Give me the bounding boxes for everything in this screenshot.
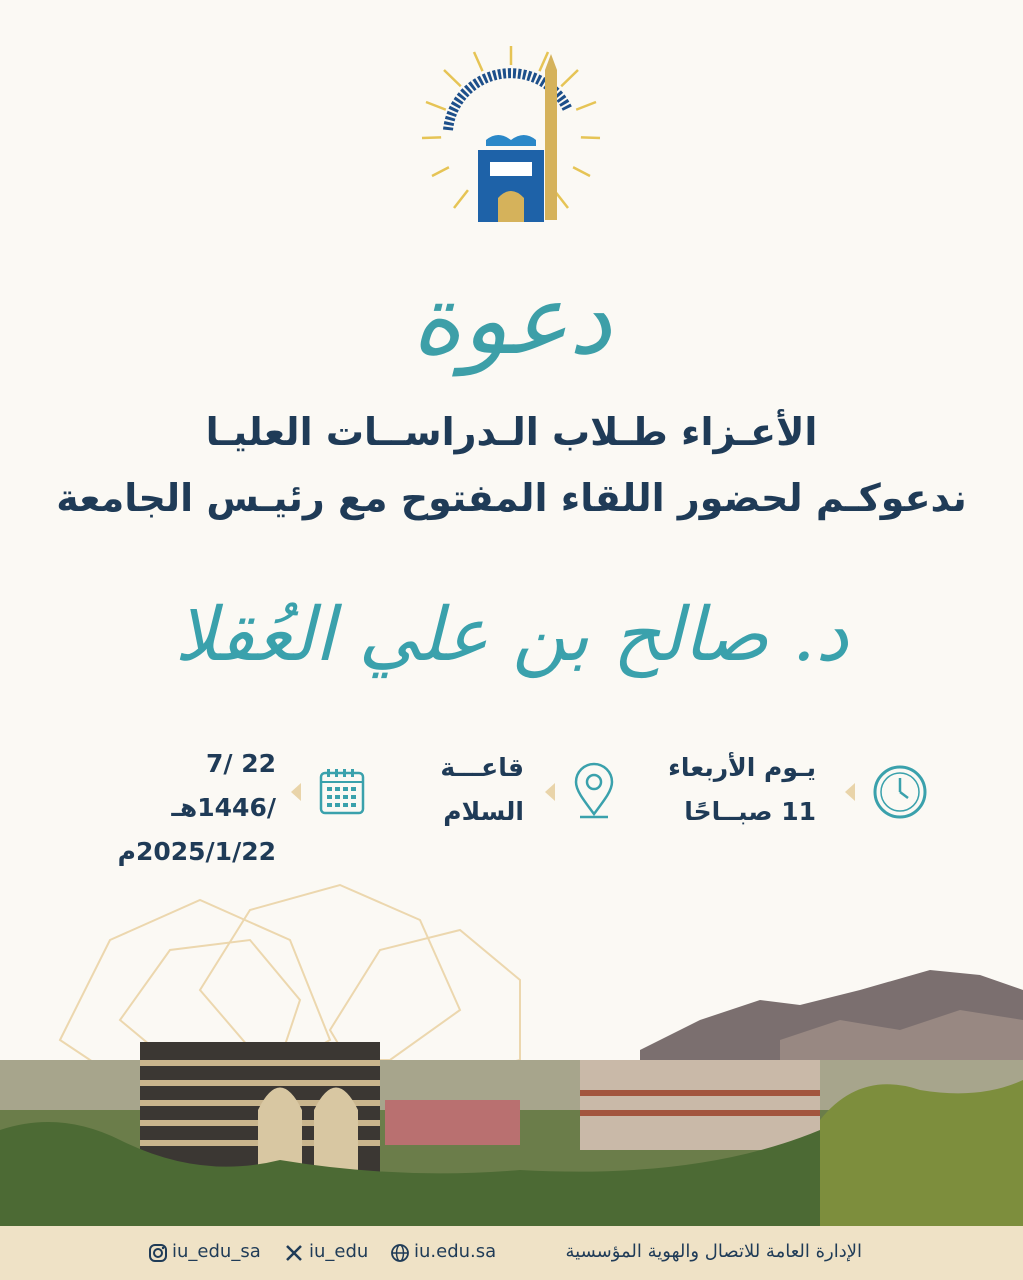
x-icon	[284, 1243, 304, 1263]
hall-name: السلام	[443, 797, 524, 826]
x-handle[interactable]: iu_edu	[309, 1241, 369, 1262]
gregorian-date: 2025/1/22م	[117, 837, 276, 866]
arrow-marker	[545, 783, 555, 801]
clock-icon	[872, 764, 928, 820]
footer-bar	[0, 1226, 1023, 1280]
website-link[interactable]: iu.edu.sa	[414, 1241, 497, 1262]
instagram-icon	[148, 1243, 168, 1263]
invitation-line: ندعوكـم لحضور اللقاء المفتوح مع رئيـس الجامعة	[56, 476, 967, 520]
hijri-date: 22 /7 /1446هـ	[171, 749, 276, 822]
globe-icon	[390, 1243, 410, 1263]
time-text: 11 صبــاحًا	[684, 797, 816, 826]
arrow-marker	[291, 783, 301, 801]
location-pin-icon	[572, 762, 616, 820]
arrow-marker	[845, 783, 855, 801]
instagram-handle[interactable]: iu_edu_sa	[172, 1241, 261, 1262]
date-info	[100, 742, 276, 874]
campus-photo	[0, 880, 1023, 1226]
audience-line: الأعـزاء طـلاب الـدراســات العليـا	[205, 410, 818, 454]
calendar-icon	[318, 766, 366, 816]
time-info	[640, 746, 816, 834]
speaker-name: د. صالح بن علي العُقلا	[174, 592, 849, 678]
day-text: يـوم الأربعاء	[668, 753, 816, 782]
place-info	[400, 746, 524, 834]
university-logo	[418, 40, 604, 230]
invitation-title: دعوة	[411, 264, 612, 376]
department-name: الإدارة العامة للاتصال والهوية المؤسسية	[565, 1241, 862, 1262]
hall-label: قاعـــة	[440, 753, 524, 782]
